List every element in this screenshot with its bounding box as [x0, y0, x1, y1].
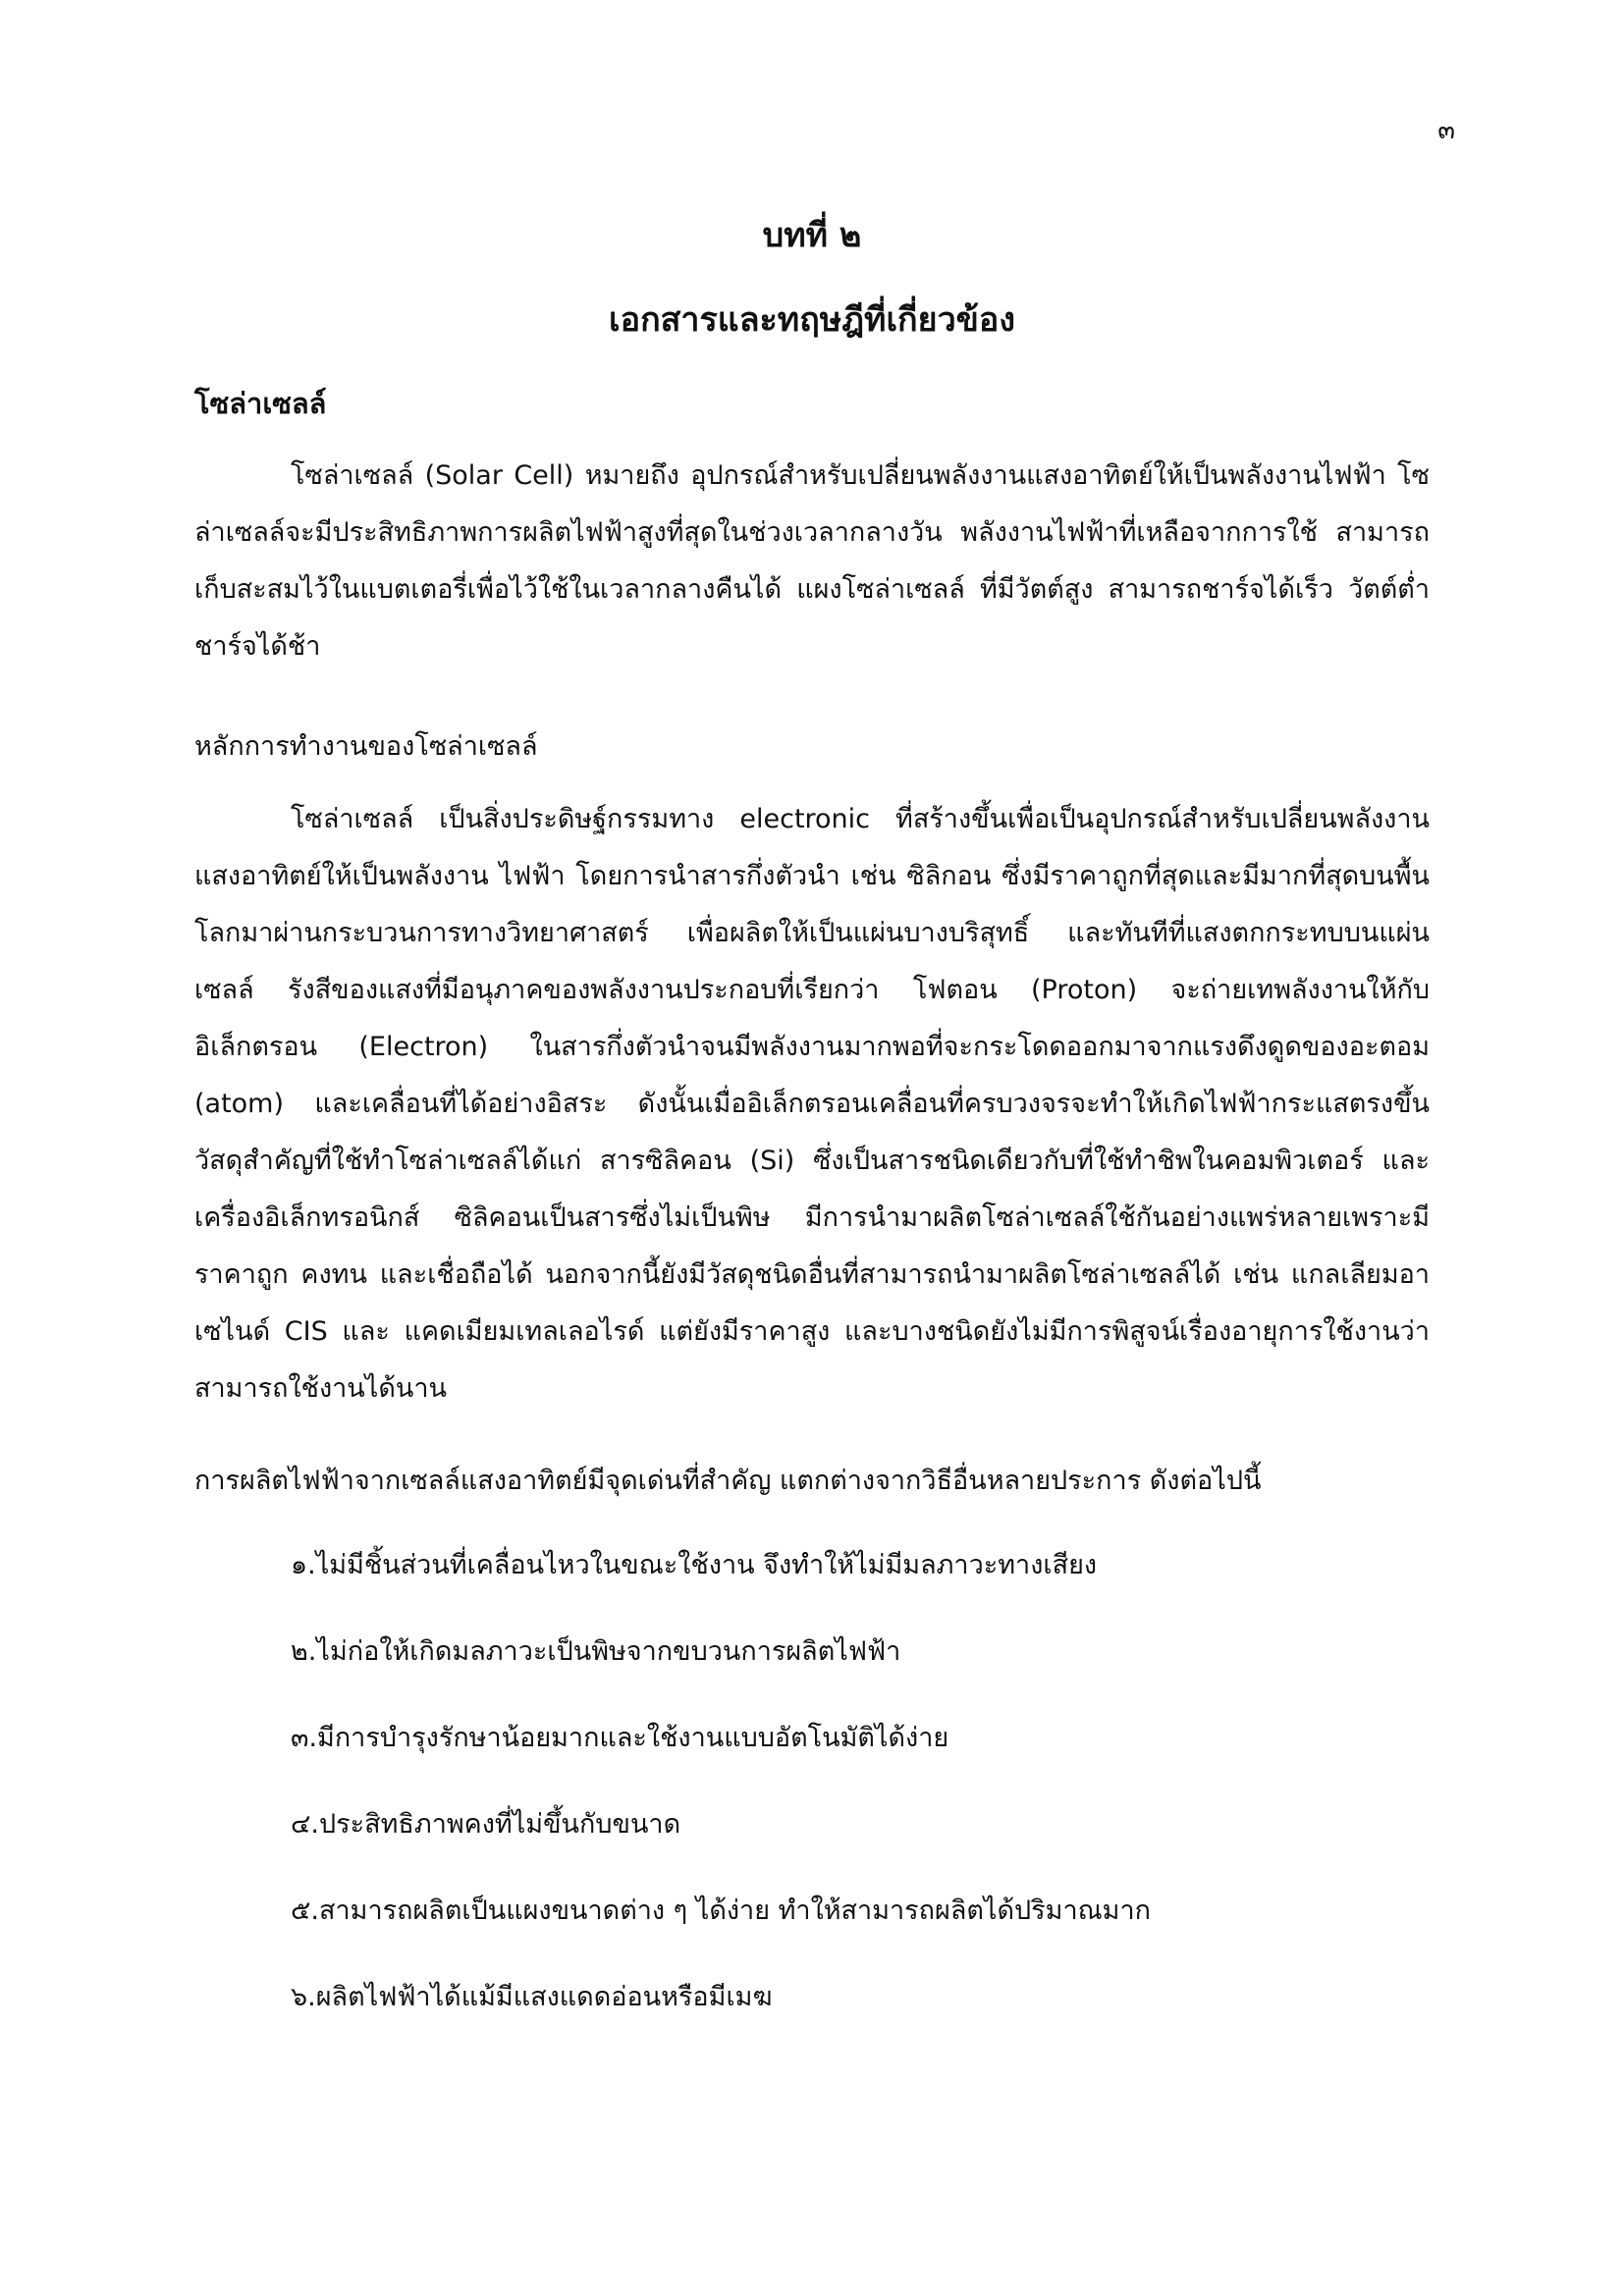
list-item: ๒.ไม่ก่อให้เกิดมลภาวะเป็นพิษจากขบวนการผลิตไฟฟ้า [291, 1636, 901, 1667]
page-number: ๓ [1437, 116, 1455, 145]
working-principle-paragraph: โซล่าเซลล์ เป็นสิ่งประดิษฐ์กรรมทาง electronic ที่สร้างขึ้นเพื่อเป็นอุปกรณ์สำหรับเปลี่ยนพลังงาน แสงอาทิตย์ให้เป็นพลังงาน ไฟฟ้า โดยการนำสารกึ่งตัวนำ เช่น ซิลิกอน ซึ่งมีราคาถูกที่สุดและมีมากที่สุดบนพื้น โลกมาผ่านกระบวนการทางวิทยาศาสตร์ เพื่อผลิตให้เป็นแผ่นบางบริสุทธิ์ และทันทีที่แสงตกกระทบบนแผ่น เซลล์ รังสีของแสงที่มีอนุภาคของพลังงานประกอบที่เรียกว่า โฟตอน (Proton) จะถ่ายเทพลังงานให้กับ อิเล็กตรอน (Electron) ในสารกึ่งตัวนำจนมีพลังงานมากพอที่จะกระโดดออกมาจากแรงดึงดูดของอะตอม (atom) และเคลื่อนที่ได้อย่างอิสระ ดังนั้นเมื่ออิเล็กตรอนเคลื่อนที่ครบวงจรจะทำให้เกิดไฟฟ้ากระแสตรงขึ้น วัสดุสำคัญที่ใช้ทำโซล่าเซลล์ได้แก่ สารซิลิคอน (Si) ซึ่งเป็นสารชนิดเดียวกับที่ใช้ทำชิพในคอมพิวเตอร์ และ เครื่องอิเล็กทรอนิกส์ ซิลิคอนเป็นสารซึ่งไม่เป็นพิษ มีการนำมาผลิตโซล่าเซลล์ใช้กันอย่างแพร่หลายเพราะมี ราคาถูก คงทน และเชื่อถือได้ นอกจากนี้ยังมีวัสดุชนิดอื่นที่สามารถนำมาผลิตโซล่าเซลล์ได้ เช่น แกลเลียมอา เซไนด์ CIS และ แคดเมียมเทลเลอไรด์ แต่ยังมีราคาสูง และบางชนิดยังไม่มีการพิสูจน์เรื่องอายุการใช้งานว่า สามารถใช้งานได้นาน [194, 804, 1430, 1404]
section-heading: โซล่าเซลล์ [194, 387, 327, 420]
list-item: ๕.สามารถผลิตเป็นแผงขนาดต่าง ๆ ได้ง่าย ทำให้สามารถผลิตได้ปริมาณมาก [291, 1896, 1151, 1926]
advantages-list [291, 1537, 1151, 2056]
chapter-title: เอกสารและทฤษฎีที่เกี่ยวข้อง [609, 300, 1015, 340]
list-item: ๑.ไม่มีชิ้นส่วนที่เคลื่อนไหวในขณะใช้งาน จึงทำให้ไม่มีมลภาวะทางเสียง [291, 1550, 1098, 1580]
list-item: ๖.ผลิตไฟฟ้าได้แม้มีแสงแดดอ่อนหรือมีเมฆ [291, 1982, 773, 2012]
intro-paragraph: โซล่าเซลล์ (Solar Cell) หมายถึง อุปกรณ์สำหรับเปลี่ยนพลังงานแสงอาทิตย์ให้เป็นพลังงานไฟฟ้า โซล่าเซลล์จะมีประสิทธิภาพการผลิตไฟฟ้าสูงที่สุดในช่วงเวลากลางวัน พลังงานไฟฟ้าที่เหลือจากการใช้ สามารถเก็บสะสมไว้ในแบตเตอรี่เพื่อไว้ใช้ในเวลากลางคืนได้ แผงโซล่าเซลล์ ที่มีวัตต์สูง สามารถชาร์จได้เร็ว วัตต์ต่ำชาร์จได้ช้า [194, 460, 1430, 662]
list-item: ๔.ประสิทธิภาพคงที่ไม่ขึ้นกับขนาด [291, 1809, 681, 1840]
list-item: ๓.มีการบำรุงรักษาน้อยมากและใช้งานแบบอัตโนมัติได้ง่าย [291, 1723, 949, 1753]
list-intro: การผลิตไฟฟ้าจากเซลล์แสงอาทิตย์มีจุดเด่นที่สำคัญ แตกต่างจากวิธีอื่นหลายประการ ดังต่อไปนี้ [194, 1466, 1262, 1496]
subheading: หลักการทำงานของโซล่าเซลล์ [194, 731, 538, 762]
chapter-number: บทที่ ๒ [762, 216, 862, 255]
